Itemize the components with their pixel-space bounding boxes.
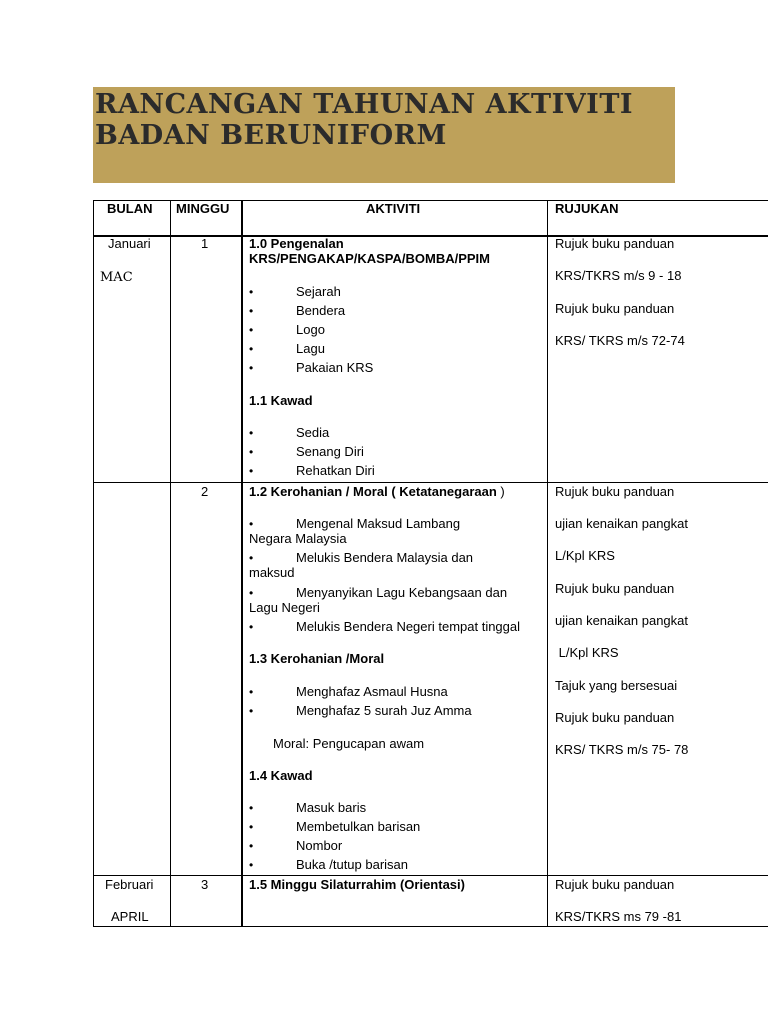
column-divider xyxy=(241,200,243,927)
bullet-icon: • xyxy=(249,361,254,375)
reference-text: KRS/ TKRS m/s 72-74 xyxy=(555,333,685,348)
week-cell: 2 xyxy=(201,484,209,499)
bullet-icon: • xyxy=(249,620,254,634)
bullet-icon: • xyxy=(249,820,254,834)
header-minggu: MINGGU xyxy=(176,201,230,216)
reference-text: L/Kpl KRS xyxy=(555,645,619,660)
reference-text: Rujuk buku panduan xyxy=(555,877,675,892)
list-item: Rehatkan Diri xyxy=(296,463,375,478)
list-item: Sedia xyxy=(296,425,330,440)
reference-text: KRS/TKRS ms 79 -81 xyxy=(555,909,682,924)
list-item: Bendera xyxy=(296,303,346,318)
bullet-icon: • xyxy=(249,285,254,299)
week-cell: 1 xyxy=(201,236,209,251)
bullet-icon: • xyxy=(249,685,254,699)
week-cell: 3 xyxy=(201,877,209,892)
bullet-icon: • xyxy=(249,426,254,440)
reference-text: Rujuk buku panduan xyxy=(555,581,675,596)
moral-text: Moral: Pengucapan awam xyxy=(273,736,425,751)
activity-heading-tail: ) xyxy=(500,484,505,499)
bullet-icon: • xyxy=(249,839,254,853)
column-divider xyxy=(170,200,171,927)
reference-text: ujian kenaikan pangkat xyxy=(555,613,688,628)
list-item: Membetulkan barisan xyxy=(296,819,421,834)
bullet-icon: • xyxy=(249,445,254,459)
bullet-icon: • xyxy=(249,517,254,531)
row-divider xyxy=(93,482,768,483)
bullet-icon: • xyxy=(249,704,254,718)
activity-heading: 1.4 Kawad xyxy=(249,768,313,783)
list-item-continued: Lagu Negeri xyxy=(249,600,320,615)
list-item: Masuk baris xyxy=(296,800,367,815)
reference-text: L/Kpl KRS xyxy=(555,548,615,563)
month-cell-alt: APRIL xyxy=(111,909,149,924)
row-divider xyxy=(93,875,768,876)
list-item: Menghafaz 5 surah Juz Amma xyxy=(296,703,472,718)
activity-heading xyxy=(249,484,505,500)
list-item: Nombor xyxy=(296,838,343,853)
header-rujukan: RUJUKAN xyxy=(555,201,619,216)
bullet-icon: • xyxy=(249,586,254,600)
bullet-icon: • xyxy=(249,464,254,478)
list-item-continued: Negara Malaysia xyxy=(249,531,347,546)
title-line-1: RANCANGAN TAHUNAN AKTIVITI xyxy=(95,89,634,120)
table-border-left xyxy=(93,200,94,927)
bullet-icon: • xyxy=(249,323,254,337)
activity-heading: 1.0 Pengenalan xyxy=(249,236,344,251)
bullet-icon: • xyxy=(249,551,254,565)
list-item: Sejarah xyxy=(296,284,341,299)
list-item-continued: maksud xyxy=(249,565,295,580)
reference-text: Tajuk yang bersesuai xyxy=(555,678,678,693)
reference-text: Rujuk buku panduan xyxy=(555,236,675,251)
title-line-2: BADAN BERUNIFORM xyxy=(95,120,447,151)
list-item: Menghafaz Asmaul Husna xyxy=(296,684,448,699)
reference-text: Rujuk buku panduan xyxy=(555,710,675,725)
activity-heading-sub: KRS/PENGAKAP/KASPA/BOMBA/PPIM xyxy=(249,251,491,266)
month-cell: Januari xyxy=(108,236,151,251)
reference-text: KRS/TKRS m/s 9 - 18 xyxy=(555,268,682,283)
reference-text: KRS/ TKRS m/s 75- 78 xyxy=(555,742,689,757)
list-item: Menyanyikan Lagu Kebangsaan dan xyxy=(296,585,508,600)
reference-text: Rujuk buku panduan xyxy=(555,301,675,316)
list-item: Senang Diri xyxy=(296,444,364,459)
activity-heading: 1.1 Kawad xyxy=(249,393,313,408)
bullet-icon: • xyxy=(249,304,254,318)
reference-text: Rujuk buku panduan xyxy=(555,484,675,499)
activity-heading-bold: 1.2 Kerohanian / Moral ( Ketatanegaraan xyxy=(249,484,497,499)
list-item: Pakaian KRS xyxy=(296,360,374,375)
header-bulan: BULAN xyxy=(107,201,153,216)
list-item: Mengenal Maksud Lambang xyxy=(296,516,461,531)
activity-heading: 1.5 Minggu Silaturrahim (Orientasi) xyxy=(249,877,465,892)
list-item: Logo xyxy=(296,322,325,337)
title-banner xyxy=(93,87,675,183)
month-cell: Februari xyxy=(105,877,154,892)
document-title xyxy=(93,87,675,151)
table-border-bottom xyxy=(93,926,768,927)
month-cell-alt: MAC xyxy=(100,270,133,285)
bullet-icon: • xyxy=(249,342,254,356)
header-aktiviti: AKTIVITI xyxy=(366,201,421,216)
list-item: Melukis Bendera Malaysia dan xyxy=(296,550,474,565)
activity-heading: 1.3 Kerohanian /Moral xyxy=(249,651,385,666)
bullet-icon: • xyxy=(249,801,254,815)
reference-text: ujian kenaikan pangkat xyxy=(555,516,688,531)
bullet-icon: • xyxy=(249,858,254,872)
list-item: Lagu xyxy=(296,341,325,356)
list-item: Melukis Bendera Negeri tempat tinggal xyxy=(296,619,521,634)
list-item: Buka /tutup barisan xyxy=(296,857,409,872)
column-divider xyxy=(547,200,548,927)
